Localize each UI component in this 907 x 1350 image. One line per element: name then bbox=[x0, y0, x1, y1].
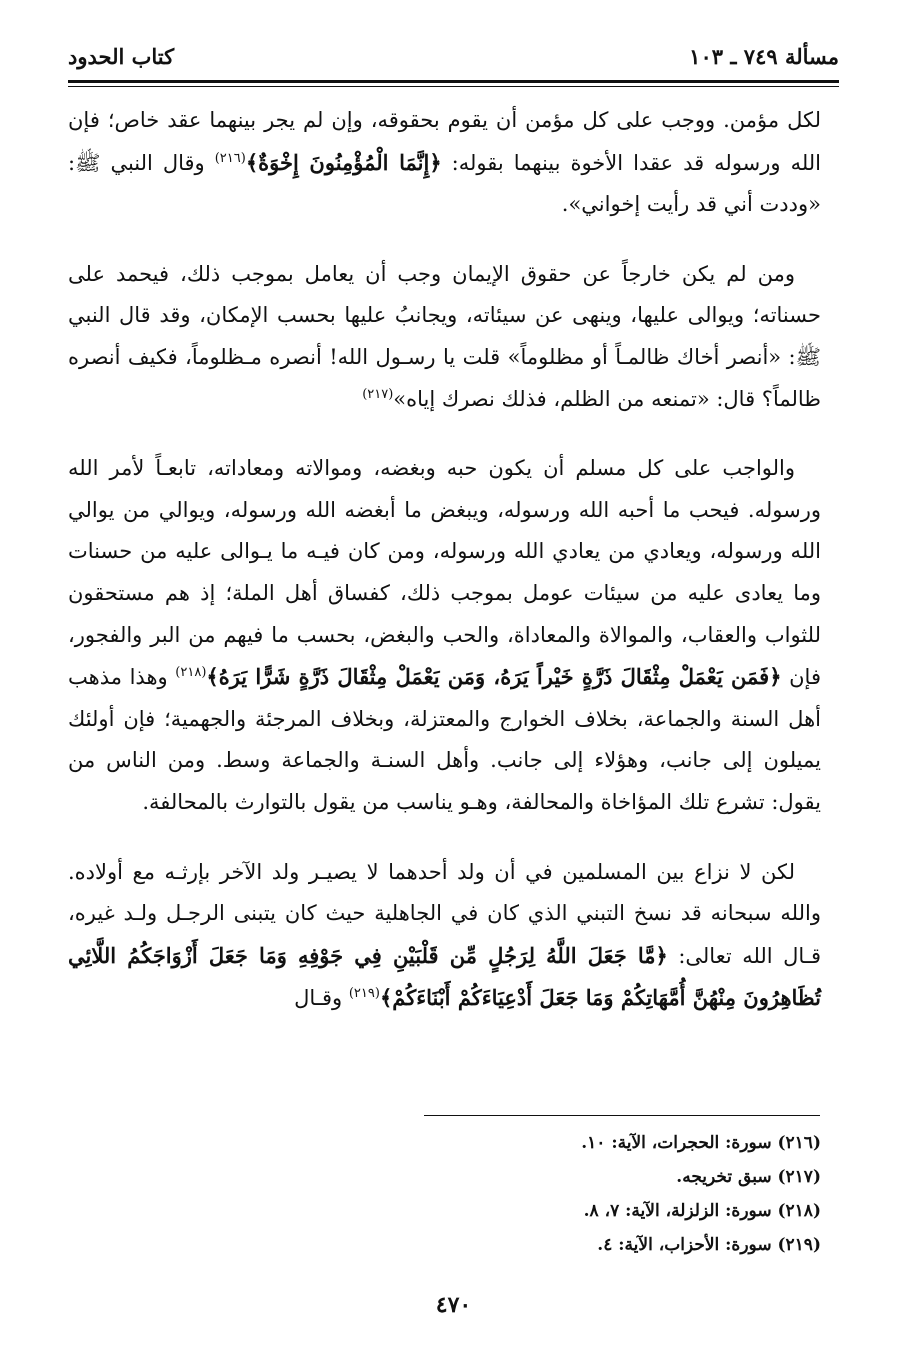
page-number: ٤٧٠ bbox=[435, 1292, 472, 1318]
footnotes bbox=[68, 1126, 821, 1262]
footnote-separator bbox=[424, 1115, 820, 1116]
footnote-219: (٢١٩) سورة: الأحزاب، الآية: ٤. bbox=[597, 1235, 821, 1255]
footnote-ref-217: (٢١٧) bbox=[362, 386, 394, 402]
paragraph-text: وقال النبي ﷺ: «وددت أني قد رأيت إخواني». bbox=[68, 150, 821, 217]
main-text bbox=[68, 100, 821, 1020]
paragraph-text: وقـال bbox=[294, 986, 349, 1011]
paragraph-3 bbox=[68, 448, 821, 823]
footnote-ref-219: (٢١٩) bbox=[348, 986, 380, 1002]
footnote-ref-216: (٢١٦) bbox=[214, 150, 246, 166]
page-header bbox=[68, 38, 839, 74]
header-rule-thick bbox=[68, 80, 839, 83]
paragraph-text: لكل مؤمن. ووجب على كل مؤمن أن يقوم بحقوقه، وإن لم يجر بينهما عقد خاص؛ فإن الله ورسوله قد عقدا الأخوة بينهما بقوله: bbox=[68, 108, 822, 175]
paragraph-text: لكن لا نزاع بين المسلمين في أن ولد أحدهما لا يصيـر ولد الآخر بإرثـه مع أولاده. والله سبحانه قد نسخ التبني الذي كان في الجاهلية حيث كان يتبنى الرجـل ولـد غيره، قـال الله تعالى: bbox=[68, 859, 821, 968]
header-book-title: كتاب الحدود bbox=[68, 43, 175, 69]
quran-quote: ﴿مَّا جَعَلَ اللَّهُ لِرَجُلٍ مِّن قَلْبَيْنِ فِي جَوْفِهِ وَمَا جَعَلَ أَزْوَاجَكُمُ اللَّائِي تُظَاهِرُونَ مِنْهُنَّ أُمَّهَاتِكُمْ وَمَا جَعَلَ أَدْعِيَاءَكُمْ أَبْنَاءَكُمْ﴾ bbox=[68, 942, 821, 1011]
header-issue-number: مسألة ٧٤٩ ـ ١٠٣ bbox=[689, 43, 839, 69]
quran-quote: ﴿فَمَن يَعْمَلْ مِثْقَالَ ذَرَّةٍ خَيْراً يَرَهُ، وَمَن يَعْمَلْ مِثْقَالَ ذَرَّةٍ شَرًّا يَرَهُ﴾ bbox=[206, 664, 782, 690]
footnote-ref-218: (٢١٨) bbox=[175, 665, 207, 681]
paragraph-2 bbox=[68, 254, 821, 420]
paragraph-4 bbox=[68, 852, 821, 1020]
footnote-216: (٢١٦) سورة: الحجرات، الآية: ١٠. bbox=[581, 1133, 821, 1153]
paragraph-text: والواجب على كل مسلم أن يكون حبه وبغضه، وموالاته ومعاداته، تابعـاً لأمر الله ورسوله. فيحب ما أحبه الله ورسوله، ويبغض ما أبغضه الله ورسوله، ويوالي من يوالي الله ورسوله، ويعادي من يعادي الله ورسوله، ومن كان فيـه ما يـوالى عليه من حسنات وما يعادى عليه من سيئات عومل بموجب ذلك، كفساق أهل الملة؛ إذ هم مستحقون للثواب والعقاب، والموالاة والمعاداة، والحب والبغض، بحسب ما فيهم من البر والفجور، فإن bbox=[68, 456, 821, 690]
paragraph-text: ومن لم يكن خارجاً عن حقوق الإيمان وجب أن يعامل بموجب ذلك، فيحمد على حسناته؛ ويوالى عليها، وينهى عن سيئاته، ويجانبُ عليها بحسب الإمكان، وقد قال النبي ﷺ: «أنصر أخاك ظالمـاً أو مظلوماً» قلت يا رسـول الله! أنصره مـظلوماً، فكيف أنصره ظالماً؟ قال: «تمنعه من الظلم، فذلك نصرك إياه» bbox=[68, 261, 821, 411]
footnote-218: (٢١٨) سورة: الزلزلة، الآية: ٧، ٨. bbox=[583, 1201, 821, 1221]
footnote-217: (٢١٧) سبق تخريجه. bbox=[676, 1167, 821, 1187]
quran-quote: ﴿إِنَّمَا الْمُؤْمِنُونَ إِخْوَةٌ﴾ bbox=[245, 149, 442, 175]
header-rule-thin bbox=[68, 86, 839, 87]
paragraph-text: وهذا مذهب أهل السنة والجماعة، بخلاف الخوارج والمعتزلة، وبخلاف المرجئة والجهمية؛ فإن أولئك يميلون إلى جانب، وهؤلاء إلى جانب. وأهل السنـة والجماعة وسط. ومن الناس من يقول: تشرع تلك المؤاخاة والمحالفة، وهـو يناسب من يقول بالتوارث بالمحالفة. bbox=[68, 665, 821, 814]
paragraph-1 bbox=[68, 100, 821, 226]
